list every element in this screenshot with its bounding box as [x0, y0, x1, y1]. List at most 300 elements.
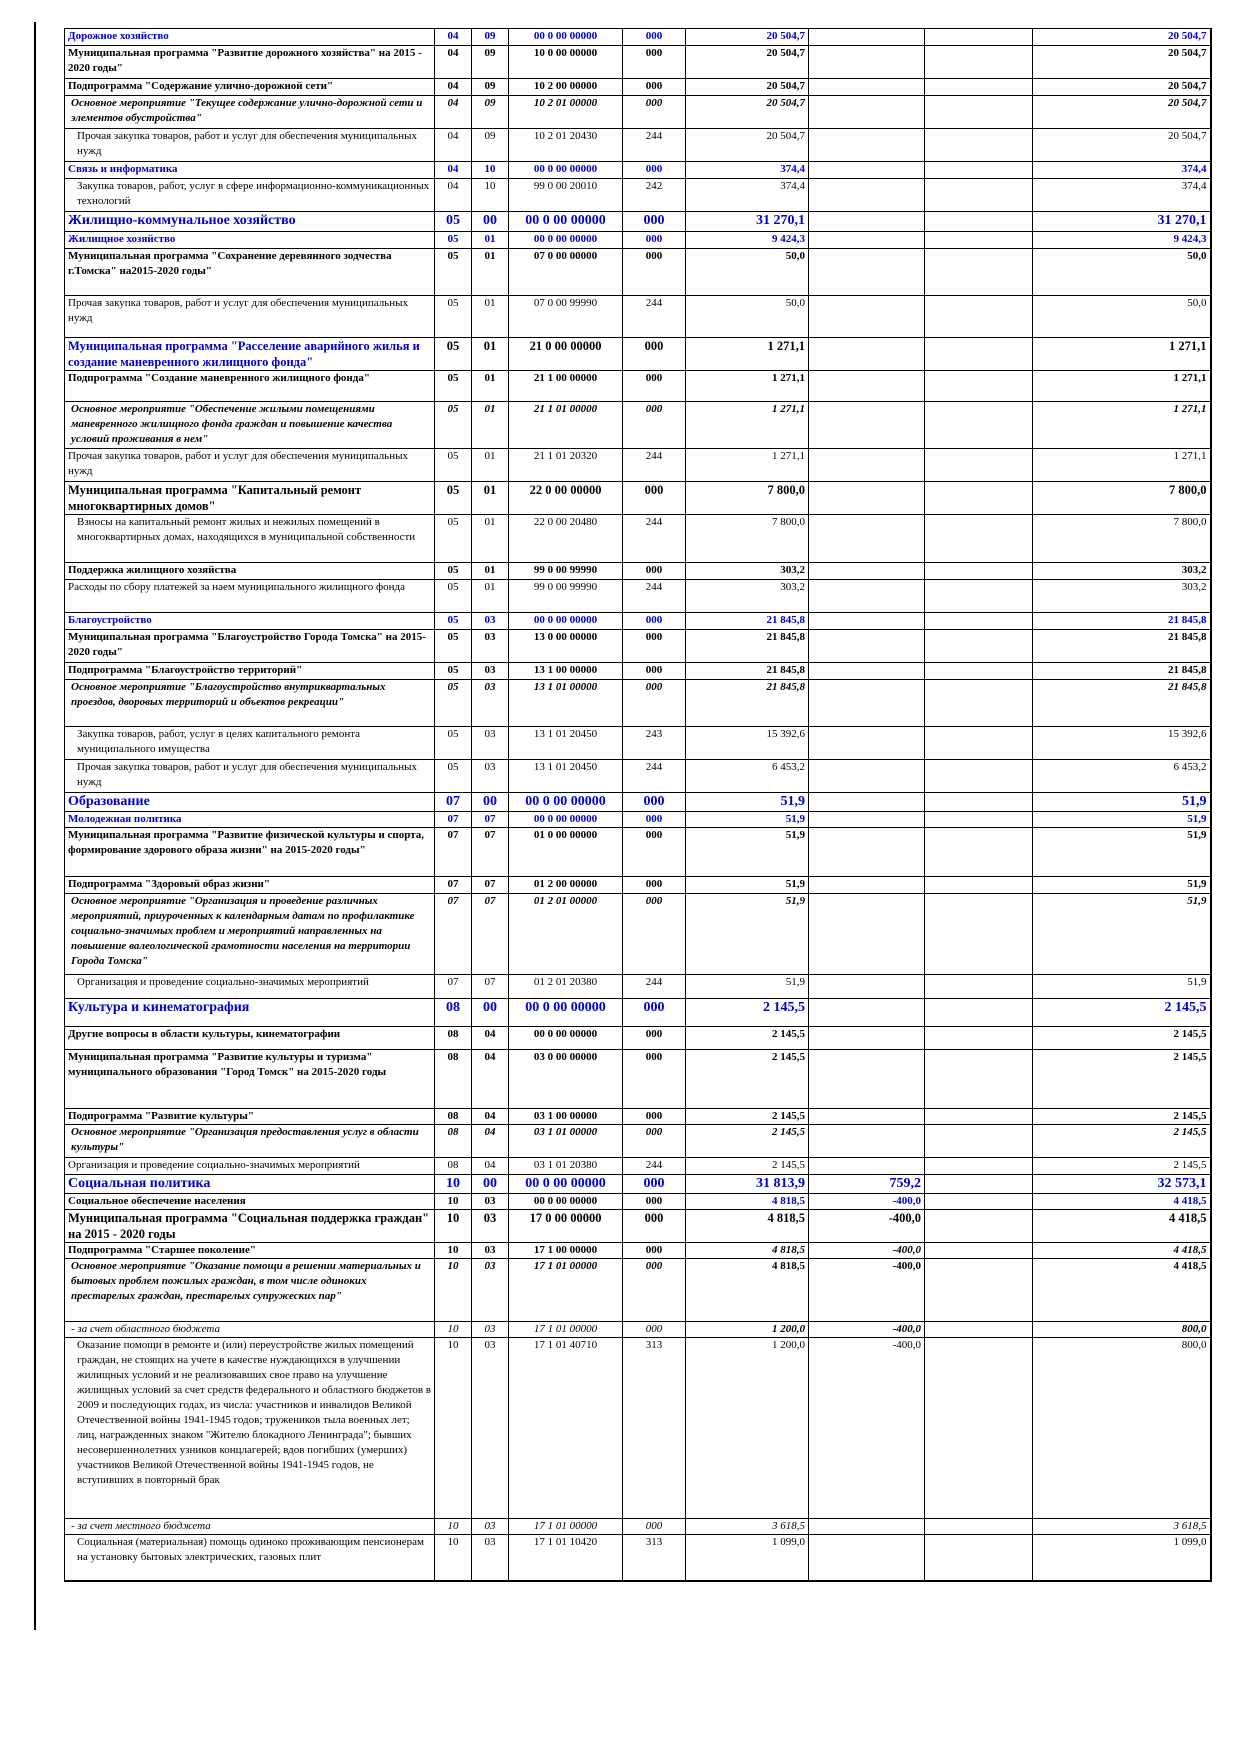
row-subsection: 01 [472, 371, 509, 402]
row-approved-amount: 7 800,0 [686, 482, 809, 515]
row-expense-type: 000 [623, 29, 686, 46]
row-total-amount: 4 418,5 [1033, 1259, 1211, 1322]
row-approved-amount: 51,9 [686, 812, 809, 828]
row-section: 10 [435, 1175, 472, 1194]
row-total-amount: 4 418,5 [1033, 1194, 1211, 1210]
row-expense-type: 244 [623, 296, 686, 338]
row-target-code: 17 0 00 00000 [509, 1210, 623, 1243]
row-expense-type: 000 [623, 630, 686, 663]
row-approved-amount: 374,4 [686, 179, 809, 212]
row-extra [925, 1125, 1033, 1158]
row-change-amount [809, 760, 925, 793]
table-row [65, 29, 1211, 46]
row-title: - за счет местного бюджета [65, 1519, 435, 1535]
row-subsection: 01 [472, 580, 509, 613]
row-extra [925, 1050, 1033, 1109]
row-target-code: 03 1 01 20380 [509, 1158, 623, 1175]
row-change-amount: -400,0 [809, 1259, 925, 1322]
row-section: 05 [435, 212, 472, 232]
row-total-amount: 20 504,7 [1033, 129, 1211, 162]
row-extra [925, 1175, 1033, 1194]
row-target-code: 10 2 01 20430 [509, 129, 623, 162]
row-extra [925, 449, 1033, 482]
row-change-amount: -400,0 [809, 1338, 925, 1519]
row-subsection: 04 [472, 1158, 509, 1175]
row-section: 08 [435, 1109, 472, 1125]
row-target-code: 10 2 00 00000 [509, 79, 623, 96]
row-extra [925, 402, 1033, 449]
row-target-code: 00 0 00 00000 [509, 232, 623, 249]
row-extra [925, 663, 1033, 680]
row-target-code: 22 0 00 00000 [509, 482, 623, 515]
row-section: 05 [435, 727, 472, 760]
row-total-amount: 1 271,1 [1033, 338, 1211, 371]
row-total-amount: 50,0 [1033, 249, 1211, 296]
row-target-code: 13 0 00 00000 [509, 630, 623, 663]
table-row [65, 1194, 1211, 1210]
row-title: Основное мероприятие "Текущее содержание улично-дорожной сети и элементов обустройства" [65, 96, 435, 129]
row-subsection: 09 [472, 46, 509, 79]
table-row [65, 1125, 1211, 1158]
row-approved-amount: 50,0 [686, 296, 809, 338]
row-extra [925, 828, 1033, 877]
row-approved-amount: 2 145,5 [686, 1109, 809, 1125]
row-extra [925, 482, 1033, 515]
table-row [65, 828, 1211, 877]
row-change-amount [809, 894, 925, 975]
row-extra [925, 680, 1033, 727]
row-title: Подпрограмма "Благоустройство территорий" [65, 663, 435, 680]
row-extra [925, 338, 1033, 371]
row-approved-amount: 51,9 [686, 975, 809, 999]
row-approved-amount: 1 271,1 [686, 402, 809, 449]
row-target-code: 07 0 00 99990 [509, 296, 623, 338]
row-title: Муниципальная программа "Развитие дорожного хозяйства" на 2015 - 2020 годы" [65, 46, 435, 79]
row-section: 10 [435, 1243, 472, 1259]
row-section: 05 [435, 580, 472, 613]
row-total-amount: 15 392,6 [1033, 727, 1211, 760]
row-extra [925, 79, 1033, 96]
table-row [65, 1259, 1211, 1322]
row-target-code: 10 2 01 00000 [509, 96, 623, 129]
row-subsection: 04 [472, 1027, 509, 1050]
row-title: Социальная политика [65, 1175, 435, 1194]
row-change-amount: -400,0 [809, 1243, 925, 1259]
row-section: 05 [435, 663, 472, 680]
row-extra [925, 613, 1033, 630]
row-title: Подпрограмма "Старшее поколение" [65, 1243, 435, 1259]
row-change-amount [809, 96, 925, 129]
row-title: Закупка товаров, работ, услуг в целях капитального ремонта муниципального имущества [65, 727, 435, 760]
row-approved-amount: 50,0 [686, 249, 809, 296]
row-section: 07 [435, 812, 472, 828]
row-expense-type: 000 [623, 613, 686, 630]
row-expense-type: 000 [623, 793, 686, 812]
row-target-code: 03 1 01 00000 [509, 1125, 623, 1158]
row-title: Подпрограмма "Развитие культуры" [65, 1109, 435, 1125]
row-target-code: 03 1 00 00000 [509, 1109, 623, 1125]
table-row [65, 1109, 1211, 1125]
table-row [65, 179, 1211, 212]
row-expense-type: 000 [623, 1109, 686, 1125]
row-title: Дорожное хозяйство [65, 29, 435, 46]
row-extra [925, 179, 1033, 212]
row-approved-amount: 1 271,1 [686, 338, 809, 371]
row-section: 04 [435, 96, 472, 129]
row-expense-type: 000 [623, 877, 686, 894]
row-extra [925, 212, 1033, 232]
row-total-amount: 7 800,0 [1033, 515, 1211, 563]
row-section: 05 [435, 296, 472, 338]
row-subsection: 01 [472, 338, 509, 371]
row-change-amount: 759,2 [809, 1175, 925, 1194]
row-subsection: 10 [472, 162, 509, 179]
row-approved-amount: 51,9 [686, 793, 809, 812]
row-expense-type: 000 [623, 563, 686, 580]
row-expense-type: 000 [623, 1194, 686, 1210]
row-section: 07 [435, 793, 472, 812]
row-extra [925, 1158, 1033, 1175]
row-expense-type: 244 [623, 975, 686, 999]
row-title: Другие вопросы в области культуры, кинематографии [65, 1027, 435, 1050]
row-target-code: 17 1 01 00000 [509, 1519, 623, 1535]
row-total-amount: 800,0 [1033, 1338, 1211, 1519]
row-total-amount: 51,9 [1033, 975, 1211, 999]
table-row [65, 1243, 1211, 1259]
row-expense-type: 000 [623, 249, 686, 296]
table-row [65, 580, 1211, 613]
row-expense-type: 000 [623, 1210, 686, 1243]
row-title: Культура и кинематография [65, 999, 435, 1027]
row-subsection: 10 [472, 179, 509, 212]
row-title: Образование [65, 793, 435, 812]
row-total-amount: 32 573,1 [1033, 1175, 1211, 1194]
row-total-amount: 7 800,0 [1033, 482, 1211, 515]
table-row [65, 515, 1211, 563]
row-total-amount: 3 618,5 [1033, 1519, 1211, 1535]
row-title: Связь и информатика [65, 162, 435, 179]
row-subsection: 00 [472, 1175, 509, 1194]
row-extra [925, 563, 1033, 580]
row-expense-type: 244 [623, 515, 686, 563]
row-expense-type: 000 [623, 1322, 686, 1338]
row-subsection: 00 [472, 212, 509, 232]
row-target-code: 07 0 00 00000 [509, 249, 623, 296]
row-subsection: 00 [472, 999, 509, 1027]
row-change-amount [809, 1158, 925, 1175]
table-row [65, 812, 1211, 828]
row-section: 10 [435, 1338, 472, 1519]
row-subsection: 01 [472, 296, 509, 338]
row-target-code: 00 0 00 00000 [509, 613, 623, 630]
row-total-amount: 51,9 [1033, 812, 1211, 828]
row-subsection: 03 [472, 1210, 509, 1243]
row-target-code: 99 0 00 20010 [509, 179, 623, 212]
row-expense-type: 000 [623, 212, 686, 232]
row-section: 07 [435, 975, 472, 999]
row-total-amount: 4 418,5 [1033, 1210, 1211, 1243]
row-expense-type: 000 [623, 1519, 686, 1535]
row-approved-amount: 2 145,5 [686, 1027, 809, 1050]
table-row [65, 212, 1211, 232]
table-row [65, 371, 1211, 402]
row-target-code: 00 0 00 00000 [509, 212, 623, 232]
table-row [65, 563, 1211, 580]
row-expense-type: 000 [623, 680, 686, 727]
table-row [65, 232, 1211, 249]
row-expense-type: 243 [623, 727, 686, 760]
row-change-amount [809, 296, 925, 338]
row-total-amount: 374,4 [1033, 179, 1211, 212]
row-subsection: 03 [472, 1519, 509, 1535]
table-row [65, 1175, 1211, 1194]
row-subsection: 03 [472, 680, 509, 727]
row-approved-amount: 21 845,8 [686, 680, 809, 727]
row-target-code: 17 1 01 00000 [509, 1259, 623, 1322]
row-change-amount [809, 680, 925, 727]
row-approved-amount: 374,4 [686, 162, 809, 179]
row-expense-type: 000 [623, 482, 686, 515]
row-expense-type: 000 [623, 999, 686, 1027]
row-title: Муниципальная программа "Развитие культуры и туризма" муниципального образования "Город Томск" на 2015-2020 годы [65, 1050, 435, 1109]
row-title: Основное мероприятие "Организация предоставления услуг в области культуры" [65, 1125, 435, 1158]
row-expense-type: 000 [623, 96, 686, 129]
row-total-amount: 2 145,5 [1033, 1125, 1211, 1158]
row-extra [925, 877, 1033, 894]
row-approved-amount: 1 200,0 [686, 1338, 809, 1519]
row-section: 08 [435, 1158, 472, 1175]
row-total-amount: 50,0 [1033, 296, 1211, 338]
table-row [65, 1535, 1211, 1581]
row-section: 10 [435, 1259, 472, 1322]
row-expense-type: 000 [623, 162, 686, 179]
row-section: 05 [435, 563, 472, 580]
row-total-amount: 2 145,5 [1033, 999, 1211, 1027]
row-section: 05 [435, 630, 472, 663]
row-subsection: 01 [472, 402, 509, 449]
row-extra [925, 46, 1033, 79]
row-title: Муниципальная программа "Социальная поддержка граждан" на 2015 - 2020 годы [65, 1210, 435, 1243]
row-change-amount [809, 975, 925, 999]
row-approved-amount: 20 504,7 [686, 79, 809, 96]
row-expense-type: 000 [623, 894, 686, 975]
row-expense-type: 000 [623, 663, 686, 680]
row-change-amount [809, 1050, 925, 1109]
table-row [65, 999, 1211, 1027]
row-expense-type: 313 [623, 1338, 686, 1519]
row-approved-amount: 1 200,0 [686, 1322, 809, 1338]
row-change-amount [809, 179, 925, 212]
row-section: 08 [435, 1050, 472, 1109]
row-approved-amount: 21 845,8 [686, 630, 809, 663]
row-title: Благоустройство [65, 613, 435, 630]
row-approved-amount: 7 800,0 [686, 515, 809, 563]
row-section: 04 [435, 79, 472, 96]
table-row [65, 449, 1211, 482]
row-section: 10 [435, 1535, 472, 1581]
row-change-amount [809, 402, 925, 449]
row-change-amount: -400,0 [809, 1194, 925, 1210]
row-subsection: 03 [472, 1194, 509, 1210]
row-subsection: 07 [472, 812, 509, 828]
row-total-amount: 51,9 [1033, 828, 1211, 877]
row-approved-amount: 2 145,5 [686, 999, 809, 1027]
row-extra [925, 1243, 1033, 1259]
row-target-code: 17 1 01 40710 [509, 1338, 623, 1519]
table-row [65, 296, 1211, 338]
row-approved-amount: 51,9 [686, 894, 809, 975]
row-total-amount: 6 453,2 [1033, 760, 1211, 793]
row-target-code: 01 0 00 00000 [509, 828, 623, 877]
row-change-amount [809, 1109, 925, 1125]
row-approved-amount: 2 145,5 [686, 1158, 809, 1175]
row-title: Муниципальная программа "Сохранение деревянного зодчества г.Томска" на2015-2020 годы" [65, 249, 435, 296]
row-total-amount: 1 271,1 [1033, 402, 1211, 449]
row-change-amount [809, 482, 925, 515]
row-title: Муниципальная программа "Капитальный ремонт многоквартирных домов" [65, 482, 435, 515]
row-title: Жилищно-коммунальное хозяйство [65, 212, 435, 232]
row-approved-amount: 2 145,5 [686, 1125, 809, 1158]
table-row [65, 1158, 1211, 1175]
table-row [65, 1338, 1211, 1519]
row-total-amount: 1 099,0 [1033, 1535, 1211, 1581]
row-total-amount: 9 424,3 [1033, 232, 1211, 249]
row-target-code: 21 1 01 20320 [509, 449, 623, 482]
row-section: 05 [435, 515, 472, 563]
row-change-amount [809, 249, 925, 296]
table-row [65, 975, 1211, 999]
row-change-amount [809, 727, 925, 760]
row-subsection: 09 [472, 96, 509, 129]
row-change-amount [809, 162, 925, 179]
row-approved-amount: 51,9 [686, 828, 809, 877]
row-approved-amount: 21 845,8 [686, 613, 809, 630]
table-row [65, 630, 1211, 663]
row-target-code: 13 1 01 00000 [509, 680, 623, 727]
row-section: 04 [435, 162, 472, 179]
row-subsection: 03 [472, 663, 509, 680]
row-expense-type: 244 [623, 449, 686, 482]
row-change-amount [809, 877, 925, 894]
row-expense-type: 244 [623, 580, 686, 613]
row-total-amount: 21 845,8 [1033, 613, 1211, 630]
row-extra [925, 371, 1033, 402]
row-expense-type: 244 [623, 129, 686, 162]
row-section: 08 [435, 1125, 472, 1158]
row-extra [925, 580, 1033, 613]
table-row [65, 482, 1211, 515]
row-expense-type: 000 [623, 1125, 686, 1158]
row-expense-type: 242 [623, 179, 686, 212]
row-approved-amount: 4 818,5 [686, 1259, 809, 1322]
row-title: Основное мероприятие "Обеспечение жилыми помещениями маневренного жилищного фонда граждан и повышение качества условий проживания в нем" [65, 402, 435, 449]
row-total-amount: 20 504,7 [1033, 29, 1211, 46]
row-target-code: 00 0 00 00000 [509, 999, 623, 1027]
row-subsection: 03 [472, 1535, 509, 1581]
table-row [65, 1210, 1211, 1243]
row-section: 05 [435, 249, 472, 296]
row-subsection: 01 [472, 563, 509, 580]
row-approved-amount: 31 270,1 [686, 212, 809, 232]
row-extra [925, 1259, 1033, 1322]
row-title: Закупка товаров, работ, услуг в сфере информационно-коммуникационных технологий [65, 179, 435, 212]
row-approved-amount: 2 145,5 [686, 1050, 809, 1109]
row-subsection: 03 [472, 1338, 509, 1519]
row-extra [925, 1194, 1033, 1210]
row-approved-amount: 4 818,5 [686, 1194, 809, 1210]
row-section: 10 [435, 1322, 472, 1338]
row-total-amount: 374,4 [1033, 162, 1211, 179]
row-subsection: 09 [472, 79, 509, 96]
row-expense-type: 244 [623, 1158, 686, 1175]
table-row [65, 96, 1211, 129]
row-extra [925, 232, 1033, 249]
row-target-code: 22 0 00 20480 [509, 515, 623, 563]
table-row [65, 877, 1211, 894]
row-expense-type: 000 [623, 46, 686, 79]
row-section: 04 [435, 179, 472, 212]
row-approved-amount: 31 813,9 [686, 1175, 809, 1194]
row-target-code: 17 1 01 10420 [509, 1535, 623, 1581]
row-target-code: 13 1 01 20450 [509, 727, 623, 760]
row-section: 05 [435, 760, 472, 793]
row-target-code: 13 1 00 00000 [509, 663, 623, 680]
row-subsection: 03 [472, 760, 509, 793]
row-change-amount [809, 630, 925, 663]
row-title: Жилищное хозяйство [65, 232, 435, 249]
row-total-amount: 51,9 [1033, 793, 1211, 812]
row-total-amount: 1 271,1 [1033, 371, 1211, 402]
row-title: Прочая закупка товаров, работ и услуг для обеспечения муниципальных нужд [65, 449, 435, 482]
row-total-amount: 2 145,5 [1033, 1027, 1211, 1050]
row-title: Подпрограмма "Содержание улично-дорожной сети" [65, 79, 435, 96]
table-row [65, 1027, 1211, 1050]
row-expense-type: 000 [623, 828, 686, 877]
row-change-amount [809, 232, 925, 249]
row-section: 08 [435, 999, 472, 1027]
row-extra [925, 630, 1033, 663]
row-section: 04 [435, 46, 472, 79]
row-change-amount [809, 212, 925, 232]
row-target-code: 21 1 00 00000 [509, 371, 623, 402]
row-total-amount: 2 145,5 [1033, 1050, 1211, 1109]
row-extra [925, 29, 1033, 46]
row-extra [925, 760, 1033, 793]
row-change-amount [809, 828, 925, 877]
row-subsection: 01 [472, 449, 509, 482]
row-expense-type: 000 [623, 1243, 686, 1259]
row-target-code: 00 0 00 00000 [509, 812, 623, 828]
table-row [65, 46, 1211, 79]
row-title: Социальное обеспечение населения [65, 1194, 435, 1210]
row-section: 05 [435, 402, 472, 449]
row-subsection: 09 [472, 129, 509, 162]
row-total-amount: 20 504,7 [1033, 96, 1211, 129]
row-change-amount [809, 46, 925, 79]
row-section: 08 [435, 1027, 472, 1050]
row-extra [925, 1535, 1033, 1581]
row-change-amount [809, 449, 925, 482]
row-extra [925, 249, 1033, 296]
row-section: 05 [435, 613, 472, 630]
table-row [65, 663, 1211, 680]
row-total-amount: 31 270,1 [1033, 212, 1211, 232]
row-total-amount: 21 845,8 [1033, 630, 1211, 663]
row-total-amount: 2 145,5 [1033, 1109, 1211, 1125]
row-target-code: 21 0 00 00000 [509, 338, 623, 371]
row-change-amount [809, 515, 925, 563]
row-section: 05 [435, 680, 472, 727]
